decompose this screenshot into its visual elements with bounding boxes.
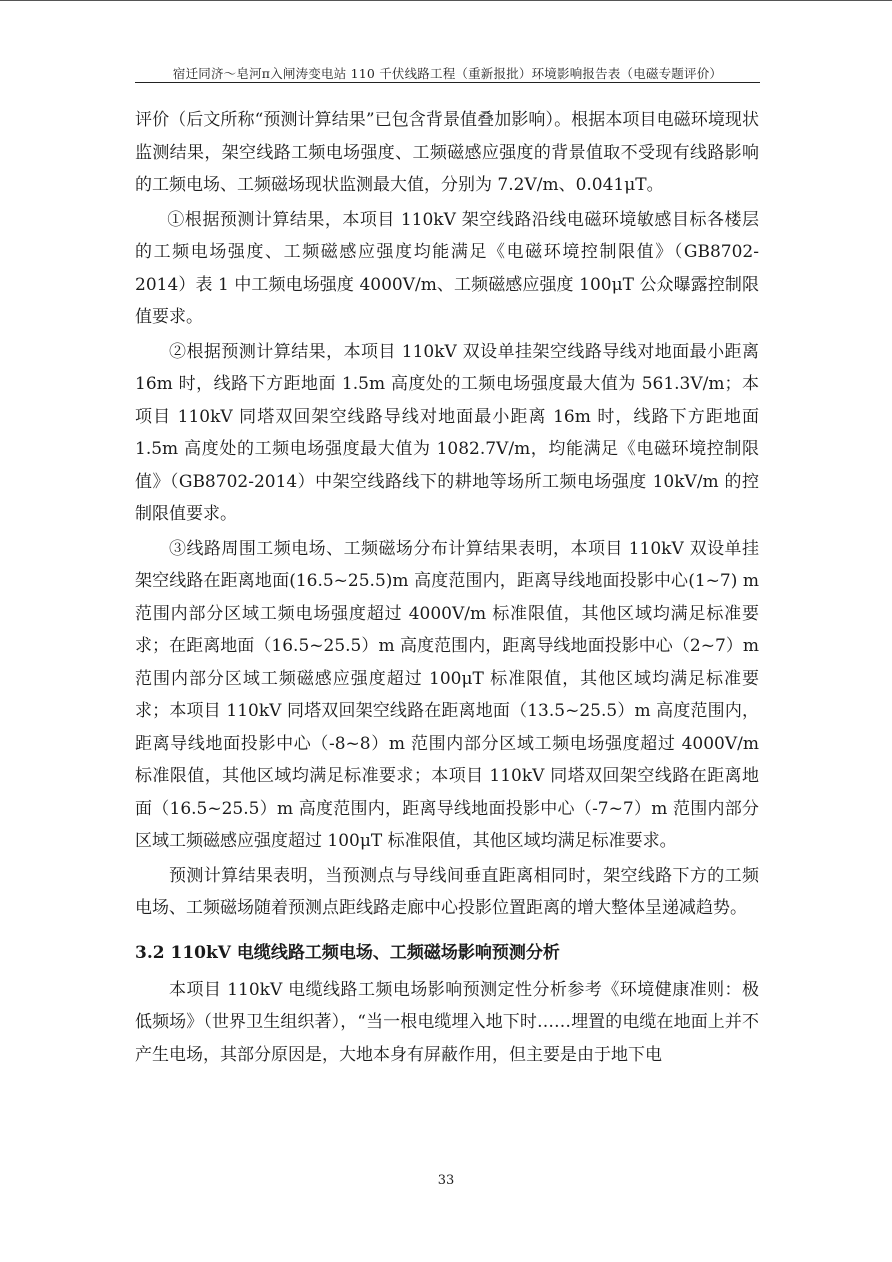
paragraph-max-field-strength: ②根据预测计算结果，本项目 110kV 双设单挂架空线路导线对地面最小距离 16m 时，线路下方距地面 1.5m 高度处的工频电场强度最大值为 561.3V/m；本项目 110kV 同塔双回架空线路导线对地面最小距离 16m 时，线路下方距地面 1.5m 高度处的工频电场强度最大值为 1082.7V/m，均能满足《电磁环境控制限值》（GB8702-2014）中架空线路线下的耕地等场所工频电场强度 10kV/m 的控制限值要求。 xyxy=(135,341,759,524)
page-top-border xyxy=(0,0,892,1)
page-number: 33 xyxy=(437,1173,455,1188)
paragraph-field-distribution: ③线路周围工频电场、工频磁场分布计算结果表明，本项目 110kV 双设单挂架空线路在距离地面(16.5~25.5)m 高度范围内，距离导线地面投影中心(1~7) m 范围内部分区域工频电场强度超过 4000V/m 标准限值，其他区域均满足标准要求；在距离地面（16.5~25.5）m 高度范围内，距离导线地面投影中心（2~7）m 范围内部分区域工频磁感应强度超过 100μT 标准限值，其他区域均满足标准要求；本项目 110kV 同塔双回架空线路在距离地面（13.5~25.5）m 高度范围内，距离导线地面投影中心（-8~8）m 范围内部分区域工频电场强度超过 4000V/m 标准限值，其他区域均满足标准要求；本项目 110kV 同塔双回架空线路在距离地面（16.5~25.5）m 高度范围内，距离导线地面投影中心（-7~7）m 范围内部分区域工频磁感应强度超过 100μT 标准限值，其他区域均满足标准要求。 xyxy=(135,538,759,851)
paragraph-decreasing-trend: 预测计算结果表明，当预测点与导线间垂直距离相同时，架空线路下方的工频电场、工频磁场随着预测点距线路走廊中心投影位置距离的增大整体呈递减趋势。 xyxy=(135,865,759,918)
paragraph-sensitive-targets: ①根据预测计算结果，本项目 110kV 架空线路沿线电磁环境敏感目标各楼层的工频电场强度、工频磁感应强度均能满足《电磁环境控制限值》（GB8702-2014）表 1 中工频电场强度 4000V/m、工频磁感应强度 100μT 公众曝露控制限值要求。 xyxy=(135,209,759,327)
running-header: 宿迁同济～皂河π入闸涛变电站 110 千伏线路工程（重新报批）环境影响报告表（电磁专题评价） xyxy=(172,66,723,81)
paragraph-background-values: 评价（后文所称“预测计算结果”已包含背景值叠加影响）。根据本项目电磁环境现状监测结果，架空线路工频电场强度、工频磁感应强度的背景值取不受现有线路影响的工频电场、工频磁场现状监测最大值，分别为 7.2V/m、0.041μT。 xyxy=(135,110,759,195)
section-heading-3-2: 3.2 110kV 电缆线路工频电场、工频磁场影响预测分析 xyxy=(135,942,560,963)
document-body xyxy=(135,104,759,1071)
paragraph-cable-analysis: 本项目 110kV 电缆线路工频电场影响预测定性分析参考《环境健康准则：极低频场》（世界卫生组织著），“当一根电缆埋入地下时……埋置的电缆在地面上并不产生电场，其部分原因是，大地本身有屏蔽作用，但主要是由于地下电 xyxy=(135,979,759,1065)
header-divider xyxy=(135,82,760,83)
